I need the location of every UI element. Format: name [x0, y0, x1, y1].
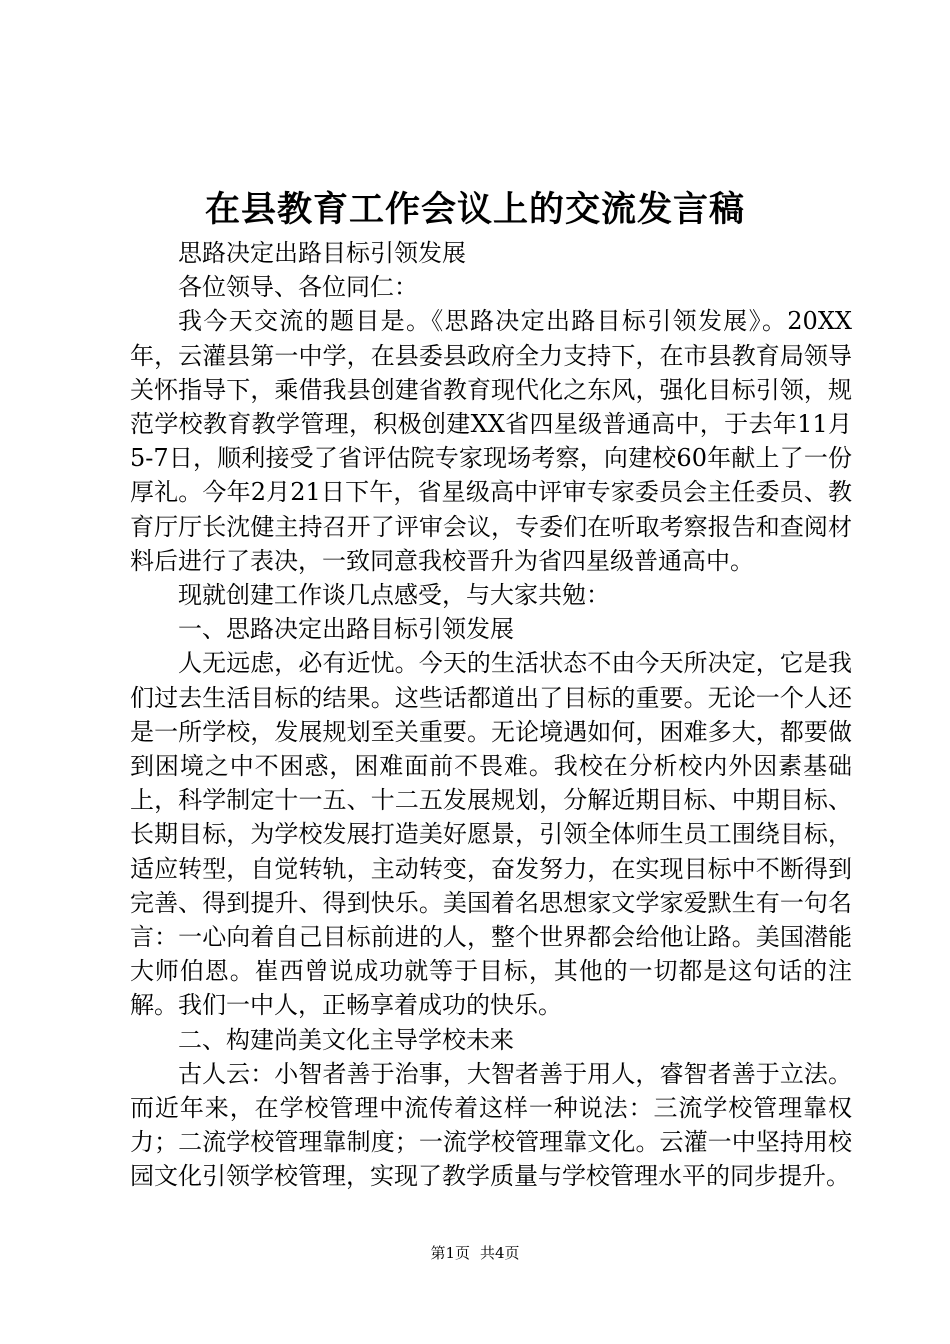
section-heading-1: 一、思路决定出路目标引领发展: [178, 615, 514, 644]
subtitle-paragraph: 思路决定出路目标引领发展: [178, 239, 466, 267]
page-footer: [0, 1243, 950, 1263]
document-body: [130, 236, 852, 1194]
salutation-paragraph: 各位领导、各位同仁：: [178, 273, 418, 302]
page-number: 第1页: [430, 1244, 470, 1262]
section-1-paragraph: 人无远虑，必有近忧。今天的生活状态不由今天所决定，它是我们过去生活目标的结果。这些话都道出了目标的重要。无论一个人还是一所学校，发展规划至关重要。无论境遇如何，困难多大，都要做到困境之中不困惑，困难面前不畏难。我校在分析校内外因素基础上，科学制定十一五、十二五发展规划，分解近期目标、中期目标、长期目标，为学校发展打造美好愿景，引领全体师生员工围绕目标，适应转型，自觉转轨，主动转变，奋发努力，在实现目标中不断得到完善、得到提升、得到快乐。美国着名思想家文学家爱默生有一句名言：一心向着自己目标前进的人，整个世界都会给他让路。美国潜能大师伯恩。崔西曾说成功就等于目标，其他的一切都是这句话的注解。我们一中人，正畅享着成功的快乐。: [130, 649, 852, 1020]
document-title: 在县教育工作会议上的交流发言稿: [204, 189, 745, 230]
section-2-paragraph: 古人云：小智者善于治事，大智者善于用人，睿智者善于立法。而近年来，在学校管理中流传着这样一种说法：三流学校管理靠权力；二流学校管理靠制度；一流学校管理靠文化。云灌一中坚持用校园文化引领学校管理，实现了教学质量与学校管理水平的同步提升。: [130, 1059, 852, 1191]
intro-paragraph: 我今天交流的题目是。《思路决定出路目标引领发展》。20XX年，云灌县第一中学，在县委县政府全力支持下，在市县教育局领导关怀指导下，乘借我县创建省教育现代化之东风，强化目标引领，规范学校教育教学管理，积极创建XX省四星级普通高中，于去年11月5-7日，顺利接受了省评估院专家现场考察，向建校60年献上了一份厚礼。今年2月21日下午，省星级高中评审专家委员会主任委员、教育厅厅长沈健主持召开了评审会议，专委们在听取考察报告和查阅材料后进行了表决，一致同意我校晋升为省四星级普通高中。: [130, 307, 852, 575]
section-heading-2: 二、构建尚美文化主导学校未来: [178, 1025, 514, 1054]
transition-paragraph: 现就创建工作谈几点感受，与大家共勉：: [178, 581, 610, 610]
page-total: 共4页: [480, 1244, 520, 1262]
